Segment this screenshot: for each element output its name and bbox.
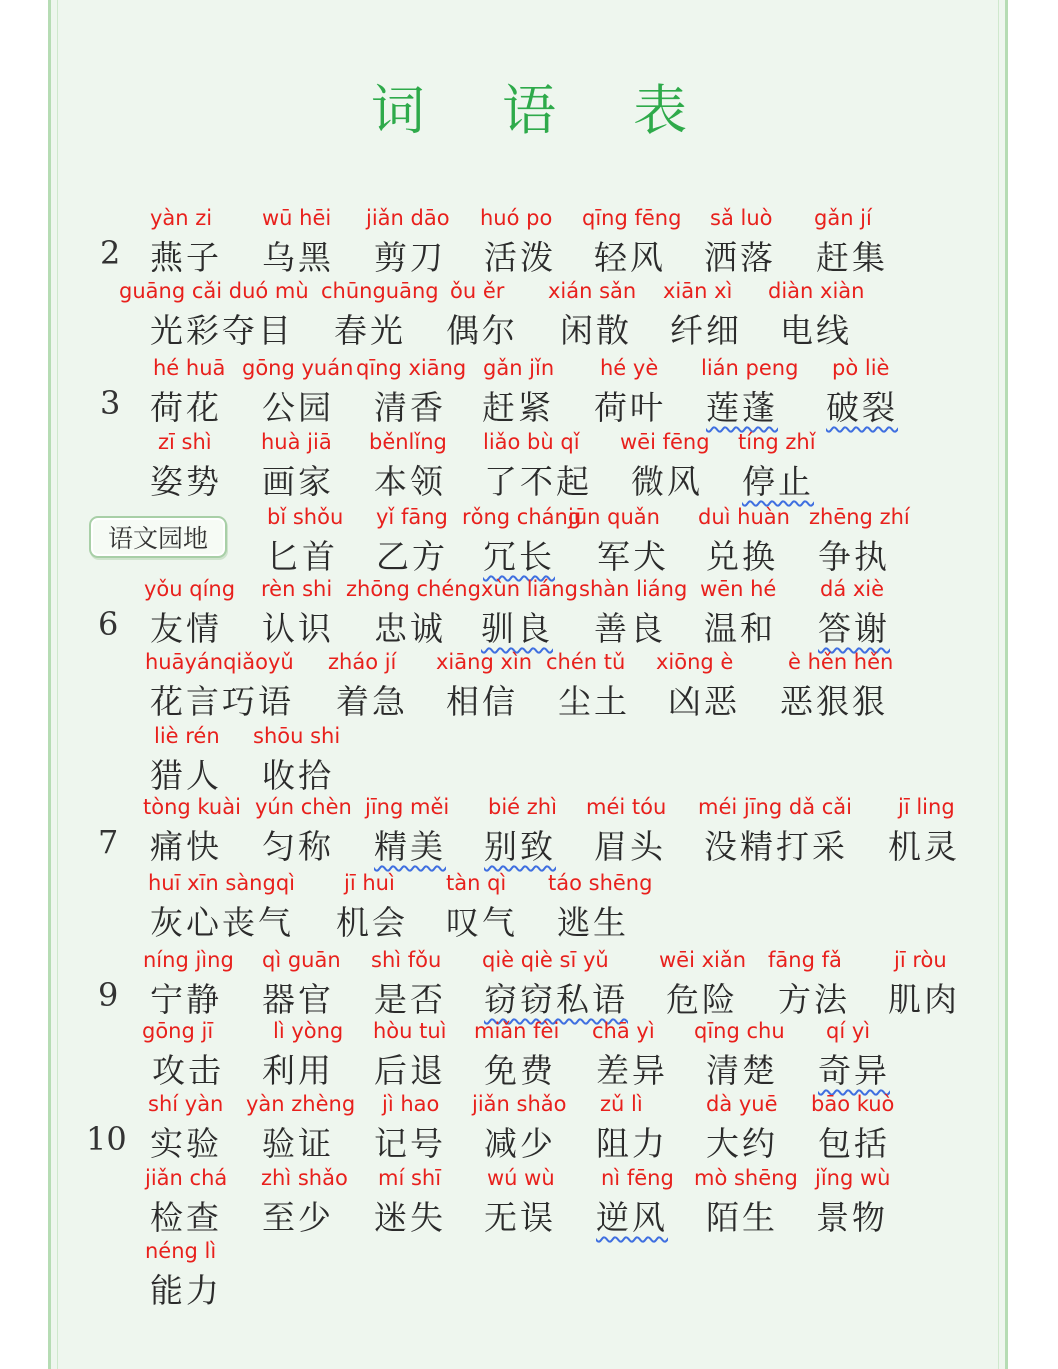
pinyin-text: qīng chu: [694, 1019, 785, 1043]
pinyin-text: guāng cǎi duó mù: [119, 279, 309, 303]
pinyin-text: yàn zi: [150, 206, 213, 230]
pinyin-text: jiǎn chá: [145, 1166, 228, 1190]
pinyin-text: jiǎn shǎo: [472, 1092, 567, 1116]
hanzi-text: 无误: [484, 1198, 556, 1237]
hanzi-text: 景物: [816, 1198, 888, 1237]
pinyin-text: zhēng zhí: [809, 505, 910, 529]
hanzi-text: 实验: [150, 1124, 222, 1163]
pinyin-text: hé yè: [600, 356, 659, 380]
pinyin-text: shōu shi: [253, 724, 341, 748]
lesson-number: 3: [100, 384, 121, 422]
hanzi-text: 眉头: [594, 827, 666, 866]
hanzi-text: 恶狠狠: [780, 682, 888, 721]
pinyin-text: huāyánqiǎoyǔ: [145, 650, 294, 674]
pinyin-text: nì fēng: [601, 1166, 674, 1190]
hanzi-text: 器官: [262, 980, 334, 1019]
pinyin-text: zī shì: [158, 430, 212, 454]
pinyin-text: bāo kuò: [811, 1092, 895, 1116]
pinyin-text: hòu tuì: [373, 1019, 447, 1043]
pinyin-text: mí shī: [378, 1166, 442, 1190]
pinyin-text: chā yì: [592, 1019, 655, 1043]
hanzi-text: 春光: [334, 311, 406, 350]
page-title: 词 语 表: [370, 79, 718, 142]
pinyin-text: jì hao: [382, 1092, 440, 1116]
pinyin-text: tàn qì: [446, 871, 507, 895]
pinyin-text: xiōng è: [656, 650, 734, 674]
hanzi-text: 后退: [374, 1051, 446, 1090]
hanzi-text: 匕首: [266, 537, 338, 576]
hanzi-text: 停止: [742, 462, 814, 501]
hanzi-text: 善良: [594, 609, 666, 648]
pinyin-text: zǔ lì: [600, 1092, 643, 1116]
pinyin-text: zhì shǎo: [261, 1166, 348, 1190]
hanzi-text: 轻风: [594, 238, 666, 277]
pinyin-text: lì yòng: [273, 1019, 344, 1043]
hanzi-text: 荷花: [150, 388, 222, 427]
hanzi-text: 匀称: [262, 827, 334, 866]
pinyin-text: rǒng cháng: [462, 505, 582, 529]
pinyin-text: huī xīn sàngqì: [148, 871, 295, 895]
pinyin-text: táo shēng: [548, 871, 653, 895]
pinyin-text: chén tǔ: [546, 650, 626, 674]
pinyin-text: jǐng wù: [815, 1166, 891, 1190]
lesson-number: 10: [86, 1120, 127, 1158]
pinyin-text: jūn quǎn: [568, 505, 660, 529]
pinyin-text: wēi fēng: [620, 430, 710, 454]
hanzi-text: 兑换: [706, 537, 778, 576]
hanzi-text: 是否: [374, 980, 446, 1019]
hanzi-text: 驯良: [481, 609, 553, 648]
hanzi-text: 答谢: [818, 609, 890, 648]
pinyin-text: qí yì: [826, 1019, 871, 1043]
hanzi-text: 免费: [484, 1051, 556, 1090]
pinyin-text: tòng kuài: [143, 795, 241, 819]
hanzi-text: 猎人: [150, 756, 222, 795]
pinyin-text: gǎn jí: [814, 206, 872, 230]
hanzi-text: 没精打采: [704, 827, 848, 866]
pinyin-text: fāng fǎ: [768, 948, 842, 972]
pinyin-text: níng jìng: [143, 948, 234, 972]
pinyin-text: shí yàn: [148, 1092, 224, 1116]
pinyin-text: qīng fēng: [582, 206, 682, 230]
hanzi-text: 至少: [262, 1198, 334, 1237]
hanzi-text: 纤细: [670, 311, 742, 350]
hanzi-text: 电线: [780, 311, 852, 350]
pinyin-text: shàn liáng: [579, 577, 688, 601]
hanzi-text: 活泼: [484, 238, 556, 277]
hanzi-text: 凶恶: [668, 682, 740, 721]
hanzi-text: 灰心丧气: [150, 903, 294, 942]
pinyin-text: huà jiā: [261, 430, 332, 454]
hanzi-text: 窃窃私语: [484, 980, 628, 1019]
pinyin-text: jīng měi: [365, 795, 450, 819]
pinyin-text: xiān xì: [663, 279, 733, 303]
pinyin-text: jiǎn dāo: [366, 206, 450, 230]
pinyin-text: pò liè: [832, 356, 890, 380]
hanzi-text: 减少: [484, 1124, 556, 1163]
hanzi-text: 洒落: [704, 238, 776, 277]
pinyin-text: méi tóu: [586, 795, 667, 819]
hanzi-text: 相信: [446, 682, 518, 721]
hanzi-text: 本领: [374, 462, 446, 501]
pinyin-text: qiè qiè sī yǔ: [482, 948, 609, 972]
pinyin-text: qīng xiāng: [356, 356, 467, 380]
hanzi-text: 公园: [262, 388, 334, 427]
hanzi-text: 姿势: [150, 462, 222, 501]
hanzi-text: 军犬: [597, 537, 669, 576]
pinyin-text: zhōng chéng: [346, 577, 481, 601]
hanzi-text: 肌肉: [888, 980, 960, 1019]
lesson-number: 7: [98, 823, 119, 861]
pinyin-text: bié zhì: [488, 795, 557, 819]
pinyin-text: jī ling: [898, 795, 955, 819]
pinyin-text: gōng yuán: [242, 356, 354, 380]
hanzi-text: 检查: [150, 1198, 222, 1237]
hanzi-text: 认识: [262, 609, 334, 648]
hanzi-text: 能力: [150, 1271, 222, 1310]
hanzi-text: 莲蓬: [706, 388, 778, 427]
hanzi-text: 差异: [596, 1051, 668, 1090]
pinyin-text: mò shēng: [694, 1166, 798, 1190]
pinyin-text: qì guān: [262, 948, 341, 972]
pinyin-text: diàn xiàn: [768, 279, 865, 303]
hanzi-text: 验证: [262, 1124, 334, 1163]
hanzi-text: 痛快: [150, 827, 222, 866]
hanzi-text: 清楚: [706, 1051, 778, 1090]
hanzi-text: 友情: [150, 609, 222, 648]
pinyin-text: wū hēi: [262, 206, 332, 230]
pinyin-text: tíng zhǐ: [738, 430, 816, 454]
hanzi-text: 温和: [704, 609, 776, 648]
hanzi-text: 荷叶: [594, 388, 666, 427]
hanzi-text: 逆风: [596, 1198, 668, 1237]
pinyin-text: wēi xiǎn: [659, 948, 747, 972]
hanzi-text: 阻力: [596, 1124, 668, 1163]
hanzi-text: 别致: [484, 827, 556, 866]
hanzi-text: 机灵: [888, 827, 960, 866]
pinyin-text: méi jīng dǎ cǎi: [698, 795, 852, 819]
pinyin-text: yún chèn: [255, 795, 352, 819]
hanzi-text: 了不起: [484, 462, 592, 501]
lesson-number: 6: [98, 605, 119, 643]
pinyin-text: xiāng xìn: [436, 650, 533, 674]
pinyin-text: duì huàn: [698, 505, 790, 529]
pinyin-text: jī ròu: [894, 948, 947, 972]
pinyin-text: zháo jí: [328, 650, 397, 674]
hanzi-text: 冗长: [483, 537, 555, 576]
pinyin-text: dá xiè: [820, 577, 885, 601]
hanzi-text: 清香: [374, 388, 446, 427]
hanzi-text: 宁静: [150, 980, 222, 1019]
pinyin-text: dà yuē: [706, 1092, 778, 1116]
pinyin-text: liè rén: [154, 724, 220, 748]
pinyin-text: jī huì: [344, 871, 395, 895]
hanzi-text: 陌生: [706, 1198, 778, 1237]
yuwen-garden-badge: 语文园地: [89, 516, 227, 558]
hanzi-text: 偶尔: [446, 311, 518, 350]
pinyin-text: yǐ fāng: [376, 505, 448, 529]
hanzi-text: 收拾: [262, 756, 334, 795]
hanzi-text: 微风: [631, 462, 703, 501]
lesson-number: 9: [98, 976, 119, 1014]
page-border-line: [57, 0, 58, 1369]
hanzi-text: 大约: [706, 1124, 778, 1163]
pinyin-text: miǎn fèi: [474, 1019, 560, 1043]
hanzi-text: 忠诚: [374, 609, 446, 648]
pinyin-text: rèn shi: [261, 577, 333, 601]
pinyin-text: xùn liáng: [481, 577, 578, 601]
hanzi-text: 画家: [262, 462, 334, 501]
hanzi-text: 破裂: [826, 388, 898, 427]
hanzi-text: 机会: [336, 903, 408, 942]
hanzi-text: 尘土: [558, 682, 630, 721]
hanzi-text: 乌黑: [262, 238, 334, 277]
hanzi-text: 着急: [336, 682, 408, 721]
hanzi-text: 剪刀: [374, 238, 446, 277]
hanzi-text: 攻击: [152, 1051, 224, 1090]
pinyin-text: sǎ luò: [710, 206, 773, 230]
pinyin-text: yàn zhèng: [246, 1092, 356, 1116]
hanzi-text: 方法: [778, 980, 850, 1019]
lesson-number: 2: [100, 234, 121, 272]
pinyin-text: xián sǎn: [548, 279, 637, 303]
pinyin-text: gōng jī: [142, 1019, 214, 1043]
hanzi-text: 争执: [818, 537, 890, 576]
pinyin-text: shì fǒu: [371, 948, 442, 972]
hanzi-text: 闲散: [560, 311, 632, 350]
pinyin-text: gǎn jǐn: [483, 356, 555, 380]
hanzi-text: 乙方: [376, 537, 448, 576]
pinyin-text: è hěn hěn: [788, 650, 894, 674]
pinyin-text: běnlǐng: [369, 430, 447, 454]
hanzi-text: 赶集: [816, 238, 888, 277]
pinyin-text: bǐ shǒu: [267, 505, 344, 529]
pinyin-text: chūnguāng: [321, 279, 439, 303]
pinyin-text: wú wù: [487, 1166, 555, 1190]
hanzi-text: 精美: [374, 827, 446, 866]
hanzi-text: 危险: [666, 980, 738, 1019]
hanzi-text: 迷失: [374, 1198, 446, 1237]
hanzi-text: 花言巧语: [150, 682, 294, 721]
pinyin-text: lián peng: [701, 356, 799, 380]
pinyin-text: hé huā: [153, 356, 226, 380]
pinyin-text: liǎo bù qǐ: [483, 430, 580, 454]
hanzi-text: 奇异: [818, 1051, 890, 1090]
pinyin-text: wēn hé: [700, 577, 777, 601]
pinyin-text: huó po: [480, 206, 553, 230]
pinyin-text: ǒu ěr: [450, 279, 505, 303]
pinyin-text: néng lì: [145, 1239, 217, 1263]
hanzi-text: 光彩夺目: [150, 311, 294, 350]
hanzi-text: 叹气: [446, 903, 518, 942]
hanzi-text: 记号: [374, 1124, 446, 1163]
hanzi-text: 赶紧: [482, 388, 554, 427]
hanzi-text: 包括: [818, 1124, 890, 1163]
hanzi-text: 利用: [262, 1051, 334, 1090]
hanzi-text: 燕子: [150, 238, 222, 277]
page-border-line: [998, 0, 999, 1369]
pinyin-text: yǒu qíng: [144, 577, 236, 601]
hanzi-text: 逃生: [557, 903, 629, 942]
